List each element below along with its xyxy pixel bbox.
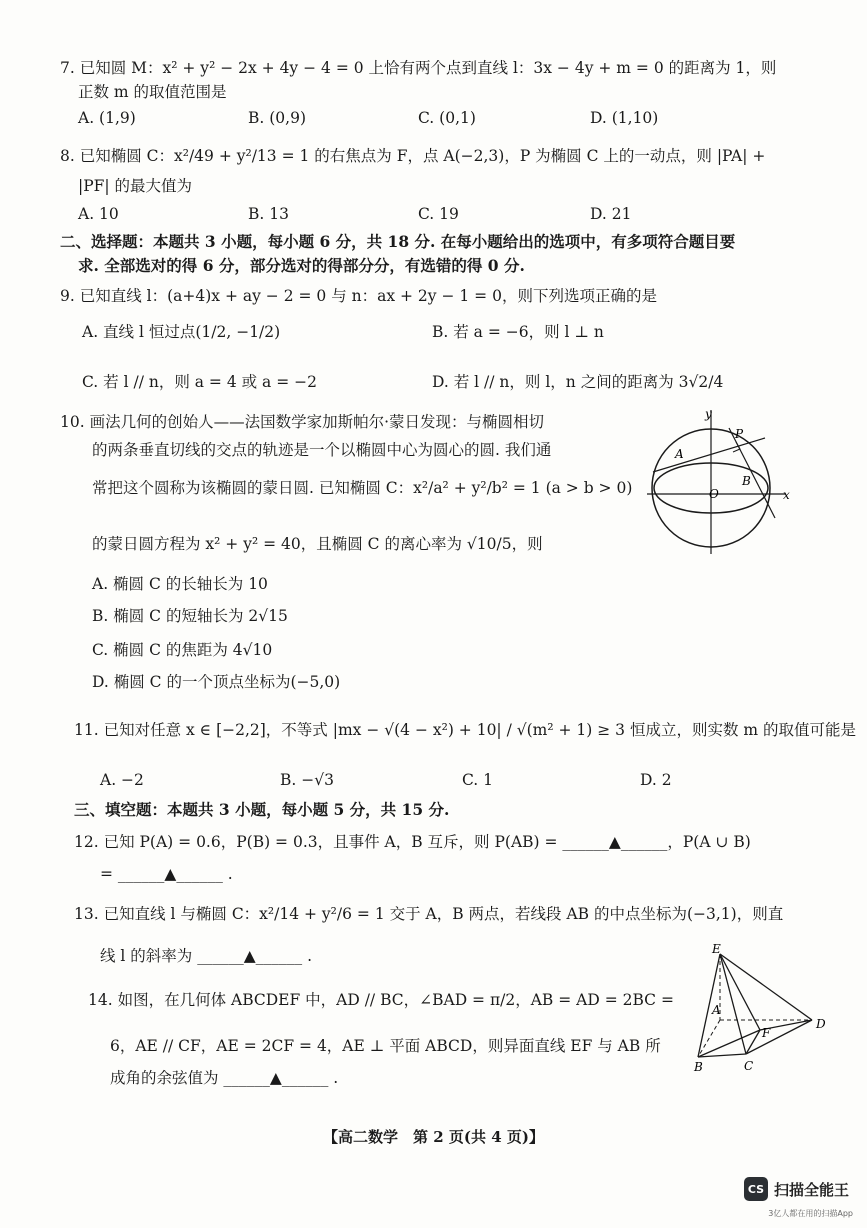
q7-option-d: D. (1,10) <box>590 109 659 127</box>
label-y: y <box>705 407 712 421</box>
q11-stem: 11. 已知对任意 x ∈ [−2,2]，不等式 |mx − √(4 − x²) + 10| / √(m² + 1) ≥ 3 恒成立，则实数 m 的取值可能是 <box>74 721 856 739</box>
q10-line3: 常把这个圆称为该椭圆的蒙日圆. 已知椭圆 C：x²/a² + y²/b² = 1 (a > b > 0) <box>92 479 633 497</box>
q10-option-b: B. 椭圆 C 的短轴长为 2√15 <box>92 607 288 625</box>
q7-option-a: A. (1,9) <box>78 109 136 127</box>
label-b: B <box>742 474 751 488</box>
label-x: x <box>783 488 790 502</box>
q10-line2: 的两条垂直切线的交点的轨迹是一个以椭圆中心为圆心的圆. 我们通 <box>92 441 552 459</box>
label-c: C <box>744 1059 754 1073</box>
page-footer: 【高二数学 第 2 页(共 4 页)】 <box>323 1128 544 1146</box>
q11-option-a: A. −2 <box>100 771 144 789</box>
q8-line2: |PF| 的最大值为 <box>78 177 193 195</box>
q7-line2: 正数 m 的取值范围是 <box>78 83 227 101</box>
q14-line3: 成角的余弦值为 ______▲______ . <box>110 1069 339 1087</box>
q9-stem: 9. 已知直线 l：(a+4)x + ay − 2 = 0 与 n：ax + 2y − 1 = 0，则下列选项正确的是 <box>60 287 657 305</box>
q9-option-c: C. 若 l // n，则 a = 4 或 a = −2 <box>82 373 317 391</box>
edge-ec <box>720 954 746 1054</box>
q8-line1: 8. 已知椭圆 C：x²/49 + y²/13 = 1 的右焦点为 F，点 A(−2,3)，P 为椭圆 C 上的一动点，则 |PA| + <box>60 147 766 165</box>
label-p: P <box>735 427 744 441</box>
label-a: A <box>675 447 684 461</box>
q8-option-a: A. 10 <box>78 205 119 223</box>
q8-option-d: D. 21 <box>590 205 632 223</box>
q7-line1: 7. 已知圆 M：x² + y² − 2x + 4y − 4 = 0 上恰有两个点到直线 l：3x − 4y + m = 0 的距离为 1，则 <box>60 59 777 77</box>
q14-line2: 6，AE // CF，AE = 2CF = 4，AE ⊥ 平面 ABCD，则异面直线 EF 与 AB 所 <box>110 1037 661 1055</box>
q8-option-c: C. 19 <box>418 205 459 223</box>
q11-option-c: C. 1 <box>462 771 494 789</box>
q10-option-c: C. 椭圆 C 的焦距为 4√10 <box>92 641 273 659</box>
q9-option-d: D. 若 l // n，则 l，n 之间的距离为 3√2/4 <box>432 373 724 391</box>
q13-line2: 线 l 的斜率为 ______▲______ . <box>100 947 313 965</box>
q10-option-a: A. 椭圆 C 的长轴长为 10 <box>92 575 268 593</box>
q10-line1: 10. 画法几何的创始人——法国数学家加斯帕尔·蒙日发现：与椭圆相切 <box>60 413 545 431</box>
q12-line2: = ______▲______ . <box>100 865 233 883</box>
camscanner-logo-icon: CS <box>744 1177 768 1201</box>
q12-line1: 12. 已知 P(A) = 0.6，P(B) = 0.3，且事件 A，B 互斥，则 P(AB) = ______▲______，P(A ∪ B) <box>74 833 751 851</box>
watermark-name: 扫描全能王 <box>773 1180 849 1199</box>
label-d: D <box>816 1017 826 1031</box>
q11-option-b: B. −√3 <box>280 771 334 789</box>
q13-line1: 13. 已知直线 l 与椭圆 C：x²/14 + y²/6 = 1 交于 A，B 两点，若线段 AB 的中点坐标为(−3,1)，则直 <box>74 905 784 923</box>
edge-bf <box>698 1030 760 1057</box>
q10-monge-circle-figure <box>645 400 795 560</box>
section2-heading: 二、选择题：本题共 3 小题，每小题 6 分，共 18 分. 在每小题给出的选项中，有多项符合题目要 <box>60 232 736 251</box>
section2-instructions: 求. 全部选对的得 6 分，部分选对的得部分分，有选错的得 0 分. <box>78 256 525 275</box>
q8-option-b: B. 13 <box>248 205 289 223</box>
q9-option-b: B. 若 a = −6，则 l ⊥ n <box>432 323 604 341</box>
q10-line4: 的蒙日圆方程为 x² + y² = 40，且椭圆 C 的离心率为 √10/5，则 <box>92 535 543 553</box>
watermark-tagline: 3亿人都在用的扫描App <box>768 1209 853 1218</box>
label-e: E <box>712 942 721 956</box>
q7-option-c: C. (0,1) <box>418 109 476 127</box>
label-b: B <box>694 1060 703 1074</box>
tangent-line-pa <box>653 438 765 472</box>
edge-ed <box>720 954 812 1020</box>
q10-option-d: D. 椭圆 C 的一个顶点坐标为(−5,0) <box>92 673 341 691</box>
label-f: F <box>762 1026 771 1040</box>
q9-option-a: A. 直线 l 恒过点(1/2, −1/2) <box>82 323 281 341</box>
section3-heading: 三、填空题：本题共 3 小题，每小题 5 分，共 15 分. <box>74 800 450 819</box>
q14-line1: 14. 如图，在几何体 ABCDEF 中，AD // BC，∠BAD = π/2，AB = AD = 2BC = <box>88 991 674 1009</box>
q11-option-d: D. 2 <box>640 771 672 789</box>
scanner-watermark <box>744 1177 849 1201</box>
label-a: A <box>712 1003 721 1017</box>
q7-option-b: B. (0,9) <box>248 109 306 127</box>
edge-ef <box>720 954 760 1030</box>
q14-solid-figure <box>690 942 835 1074</box>
label-o: O <box>709 487 719 501</box>
